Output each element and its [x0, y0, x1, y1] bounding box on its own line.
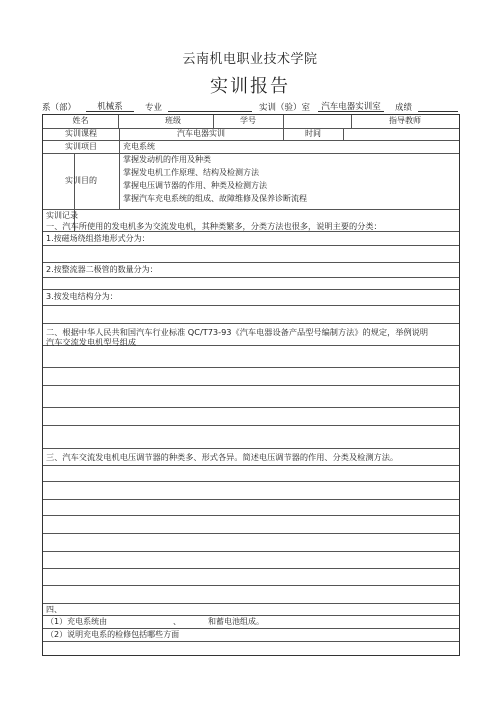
row-divider [43, 465, 459, 466]
purpose-label: 实训目的 [65, 176, 97, 185]
row-divider [43, 289, 459, 290]
row-divider [43, 533, 459, 534]
score-underline [418, 111, 458, 112]
row-divider [43, 153, 459, 154]
col-divider [343, 128, 344, 140]
school-name: 云南机电职业技术学院 [182, 52, 318, 67]
purpose-item: 掌握发电机工作原理、结构及检测方法 [123, 168, 259, 177]
row-divider [43, 585, 459, 586]
question-2-line1: 二、根据中华人民共和国汽车行业标准 QC/T73-93《汽车电器设备产品型号编制方法》的规定，举例说明 [46, 327, 429, 337]
question-1-1: 1.按磁场绕组搭地形式分为： [46, 234, 150, 243]
row-divider [43, 641, 459, 642]
course-label: 实训课程 [65, 129, 97, 138]
record-label: 实训记录 [46, 211, 78, 220]
question-3: 三、汽车交流发电机电压调节器的种类多、形式各异。简述电压调节器的作用、分类及检测方法。 [46, 452, 399, 462]
question-4-1-a: （1）充电系统由 [46, 617, 108, 626]
question-1-3: 3.按发电结构分为： [46, 292, 118, 301]
row-divider [43, 551, 459, 552]
question-4-1-c: 和蓄电池组成。 [208, 617, 264, 626]
course-value: 汽车电器实训 [177, 129, 225, 138]
row-divider [43, 323, 459, 324]
question-4: 四、 [46, 605, 62, 614]
purpose-item: 掌握汽车充电系统的组成、故障维修及保养诊断流程 [123, 194, 307, 203]
row-divider [43, 231, 459, 232]
room-label: 实训（验）室 [259, 103, 311, 113]
major-label: 专业 [145, 103, 163, 113]
question-2-line2: 汽车交流发电机型号组成 [46, 337, 137, 347]
row-divider [43, 425, 459, 426]
major-underline [168, 111, 252, 112]
row-divider [43, 615, 459, 616]
purpose-item: 掌握电压调节器的作用、种类及检测方法 [123, 181, 267, 190]
row-divider [43, 481, 459, 482]
row-divider [43, 407, 459, 408]
row-divider [43, 140, 459, 141]
col-divider [119, 153, 120, 209]
col-divider [118, 115, 119, 128]
question-4-2: （2）说明充电系的检修包括哪些方面 [46, 630, 180, 639]
time-label: 时间 [305, 129, 321, 138]
row-divider [43, 499, 459, 500]
row-divider [43, 262, 459, 263]
row-divider [43, 277, 459, 278]
row-divider [43, 305, 459, 306]
row-divider [43, 515, 459, 516]
report-title: 实训报告 [210, 76, 290, 97]
dept-value[interactable]: 机械系 [97, 102, 123, 112]
project-label: 实训项目 [65, 142, 97, 151]
score-label: 成绩 [395, 103, 413, 113]
row-divider [43, 628, 459, 629]
name-label: 姓名 [72, 116, 89, 125]
row-divider [43, 367, 459, 368]
row-divider [43, 209, 459, 210]
project-value: 充电系统 [123, 142, 155, 151]
dept-label: 系（部） [42, 103, 77, 113]
teacher-label: 指导教师 [389, 116, 421, 125]
report-info-line [42, 99, 462, 115]
row-divider [43, 603, 459, 604]
row-divider [43, 568, 459, 569]
report-table [42, 114, 460, 656]
question-4-1-b: 、 [173, 617, 181, 626]
student-id-label: 学号 [240, 116, 256, 125]
room-value[interactable]: 汽车电器实训室 [321, 102, 381, 112]
row-divider [43, 385, 459, 386]
class-label: 班级 [165, 116, 181, 125]
row-divider [43, 245, 459, 246]
question-1: 一、汽车所使用的发电机多为交流发电机，其种类繁多，分类方法也很多，说明主要的分类： [46, 221, 382, 231]
row-divider [43, 448, 459, 449]
question-1-2: 2.按整流器二极管的数量分为： [46, 265, 158, 274]
purpose-item: 掌握发动机的作用及种类 [123, 155, 211, 164]
